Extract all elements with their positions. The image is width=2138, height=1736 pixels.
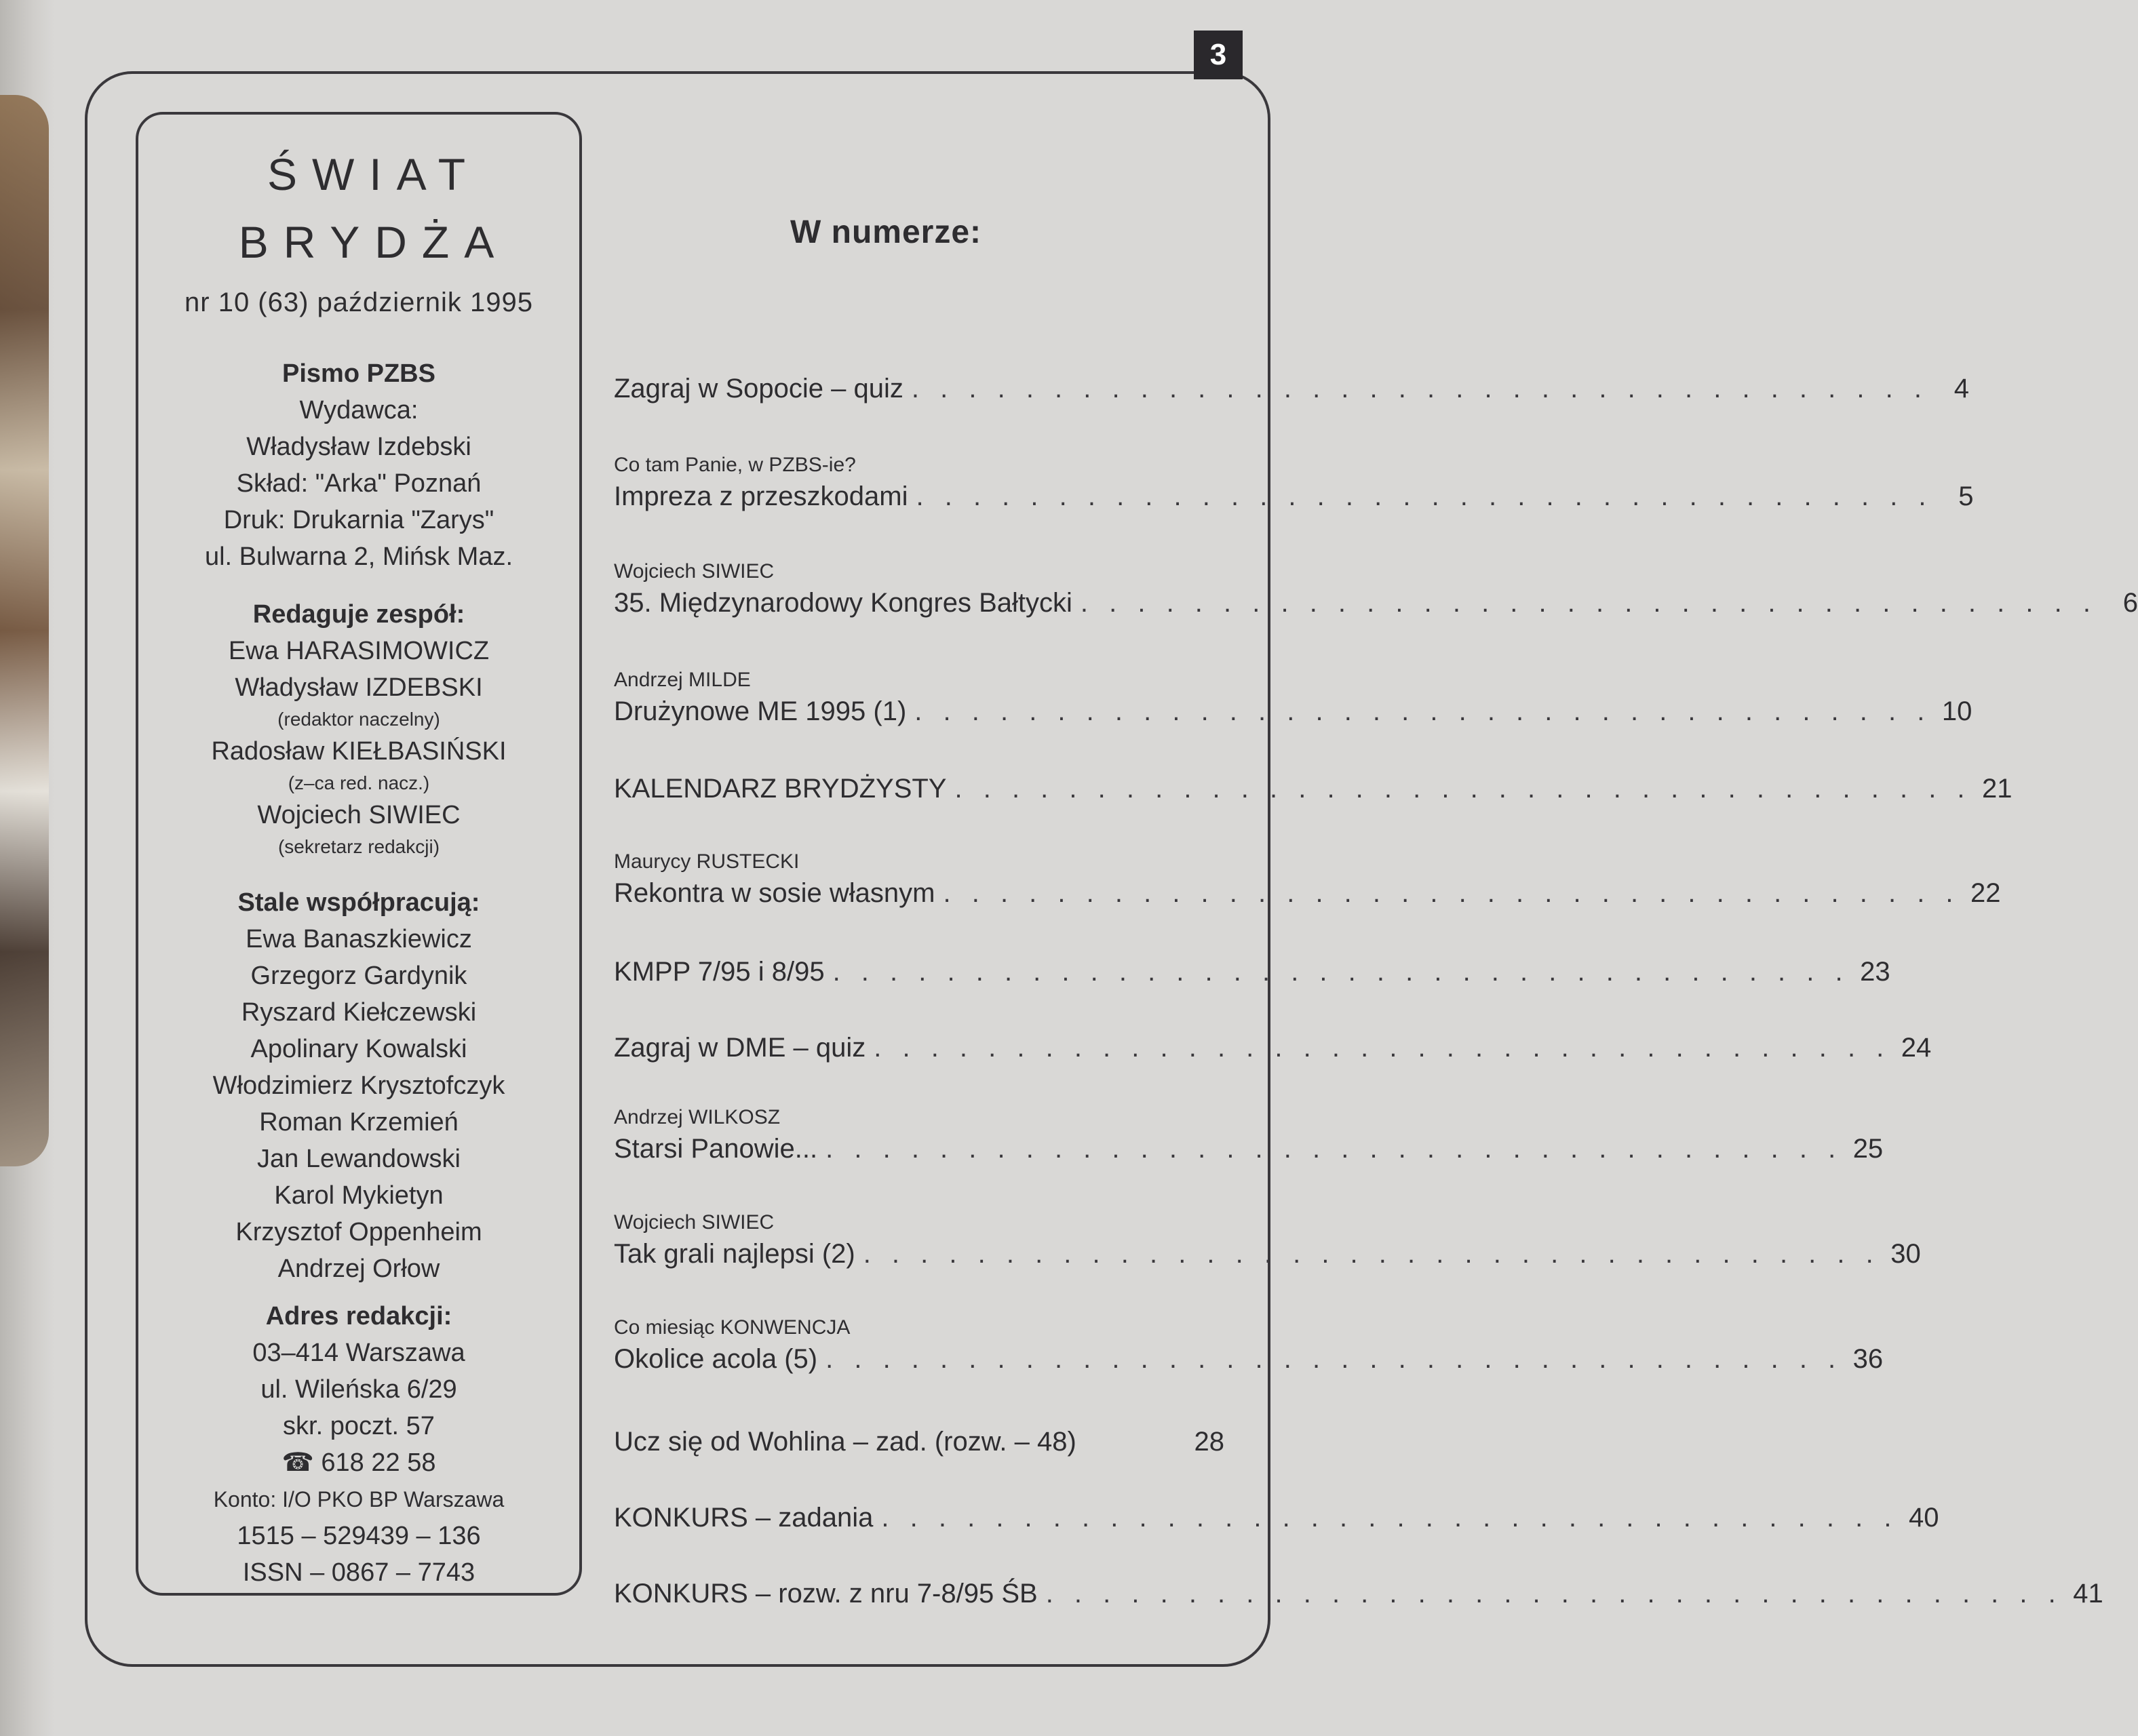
toc-leader-dots: . . . . . . . . . . . . . . . . . . . . . . . . . . . . . . . . . . . . xyxy=(954,774,1972,804)
toc-entry xyxy=(614,1210,1921,1273)
editor-role: (z–ca red. nacz.) xyxy=(288,772,430,793)
phone-line: ☎ 618 22 58 xyxy=(281,1448,436,1477)
address-line: 03–414 Warszawa xyxy=(252,1339,465,1367)
toc-title: Rekontra w sosie własnym xyxy=(614,878,935,908)
publisher-line: Wydawca: xyxy=(299,396,419,425)
address-label: Adres redakcji: xyxy=(265,1302,452,1330)
toc-entry xyxy=(614,668,1972,730)
toc-page: 21 xyxy=(1982,774,2013,804)
toc-leader-dots: . . . . . . . . . . . . . . . . . . . . . . . . . . . . . . . . . . . . xyxy=(911,374,1928,403)
toc-page: 22 xyxy=(1970,878,2001,908)
contributors-block xyxy=(138,884,579,1287)
editor-name: Radosław KIEŁBASIŃSKI xyxy=(211,737,507,766)
toc-title: Impreza z przeszkodami xyxy=(614,481,908,511)
toc-page: 30 xyxy=(1890,1239,1921,1269)
editor-name: Władysław IZDEBSKI xyxy=(235,673,483,702)
toc-title: 35. Międzynarodowy Kongres Bałtycki xyxy=(614,588,1072,618)
toc-leader-dots: . . . . . . . . . . . . . . . . . . . . . . . . . . . . . . . . . . . . xyxy=(914,696,1932,726)
contributor-name: Andrzej Orłow xyxy=(277,1255,440,1283)
toc-author: Co miesiąc KONWENCJA xyxy=(614,1316,851,1339)
toc-title: KALENDARZ BRYDŻYSTY xyxy=(614,774,947,804)
toc-title: Okolice acola (5) xyxy=(614,1344,818,1374)
masthead-box xyxy=(136,112,582,1596)
toc-title: Zagraj w Sopocie – quiz xyxy=(614,374,903,403)
toc-author: Wojciech SIWIEC xyxy=(614,1211,775,1234)
contributors-label: Stale współpracują: xyxy=(237,888,480,917)
toc-leader-dots: . . . . . . . . . . . . . . . . . . . . . . . . . . . . . . . . . . . . xyxy=(874,1033,1891,1063)
editor-name: Ewa HARASIMOWICZ xyxy=(228,637,490,665)
toc-leader-dots: . . . . . . . . . . . . . . . . . . . . . . . . . . . . . . . . . . . . xyxy=(1080,588,2097,618)
bank-account-label: Konto: I/O PKO BP Warszawa xyxy=(213,1487,505,1512)
toc-heading: W numerze: xyxy=(790,214,982,250)
toc-entry xyxy=(614,1575,2103,1613)
publisher-line: ul. Bulwarna 2, Mińsk Maz. xyxy=(204,542,513,571)
toc-entry xyxy=(614,1316,1884,1378)
toc-leader-dots: . . . . . . . . . . . . . . . . . . . . . . . . . . . . . . . . . . . . xyxy=(943,878,1960,908)
editor-name: Wojciech SIWIEC xyxy=(257,801,461,829)
toc-entry xyxy=(614,370,1969,408)
toc-leader-dots: . . . . . . . . . . . . . . . . . . . . . . . . . . . . . . . . . . . . xyxy=(832,957,1850,987)
publisher-line: Druk: Drukarnia "Zarys" xyxy=(223,506,494,534)
toc-entry xyxy=(614,850,2001,912)
toc-leader-dots: . . . . . . . . . . . . . . . . . . . . . . . . . . . . . . . . . . . . xyxy=(825,1344,1843,1374)
contributor-name: Jan Lewandowski xyxy=(257,1145,461,1173)
adjacent-page-photo xyxy=(0,95,49,1166)
toc-entry xyxy=(614,559,2138,622)
toc-title: KMPP 7/95 i 8/95 xyxy=(614,957,825,987)
toc-page: 5 xyxy=(1958,481,1974,511)
toc-page: 28 xyxy=(1194,1427,1224,1457)
toc-leader-dots: . . . . . . . . . . . . . . . . . . . . . . . . . . . . . . . . . . . . xyxy=(825,1134,1843,1164)
toc-title: Tak grali najlepsi (2) xyxy=(614,1239,855,1269)
toc-entry xyxy=(614,1499,1939,1537)
toc-leader-dots: . . . . . . . . . . . . . . . . . . . . . . . . . . . . . . . . . . . . xyxy=(1045,1579,2063,1609)
magazine-title-line1: ŚWIAT xyxy=(267,149,481,199)
toc-entry xyxy=(614,453,1974,515)
contributor-name: Roman Krzemień xyxy=(259,1108,459,1137)
toc-entry xyxy=(614,770,2013,808)
editor-role: (sekretarz redakcji) xyxy=(277,836,440,857)
bank-account-number: 1515 – 529439 – 136 xyxy=(237,1522,481,1550)
toc-page: 6 xyxy=(2122,588,2138,618)
issn: ISSN – 0867 – 7743 xyxy=(242,1558,475,1587)
address-block xyxy=(138,1298,579,1591)
contributor-name: Grzegorz Gardynik xyxy=(250,962,467,990)
toc-page: 25 xyxy=(1852,1134,1884,1164)
publisher-block xyxy=(138,355,579,575)
contributor-name: Ryszard Kiełczewski xyxy=(241,998,477,1027)
address-line: ul. Wileńska 6/29 xyxy=(260,1375,457,1404)
toc-title: Drużynowe ME 1995 (1) xyxy=(614,696,907,726)
publisher-line: Władysław Izdebski xyxy=(246,433,471,461)
contributor-name: Krzysztof Oppenheim xyxy=(235,1218,482,1246)
toc-author: Andrzej WILKOSZ xyxy=(614,1106,781,1128)
toc-leader-dots: . . . . . . . . . . . . . . . . . . . . . . . . . . . . . . . . . . . . xyxy=(916,481,1933,511)
toc-page: 24 xyxy=(1901,1033,1932,1063)
toc-title: Zagraj w DME – quiz xyxy=(614,1033,866,1063)
toc-title: Starsi Panowie... xyxy=(614,1134,818,1164)
toc-leader-dots: . . . . . . . . . . . . . . . . . . . . . . . . . . . . . . . . . . . . xyxy=(881,1503,1899,1533)
contributor-name: Apolinary Kowalski xyxy=(250,1035,467,1063)
toc-author: Maurycy RUSTECKI xyxy=(614,850,800,873)
contributor-name: Ewa Banaszkiewicz xyxy=(246,925,472,953)
editors-label: Redaguje zespół: xyxy=(252,600,465,629)
editor-role: (redaktor naczelny) xyxy=(277,709,440,730)
publisher-line: Skład: "Arka" Poznań xyxy=(236,469,482,498)
toc-entry xyxy=(614,953,1890,991)
issue-info: nr 10 (63) październik 1995 xyxy=(184,288,533,317)
toc-author: Co tam Panie, w PZBS-ie? xyxy=(614,454,856,476)
toc-page: 23 xyxy=(1860,957,1890,987)
magazine-title-line2: BRYDŻA xyxy=(238,217,509,267)
toc-title: KONKURS – zadania xyxy=(614,1503,874,1533)
contributor-name: Karol Mykietyn xyxy=(274,1181,444,1210)
toc-author: Wojciech SIWIEC xyxy=(614,560,775,583)
page-number-badge: 3 xyxy=(1194,31,1243,79)
toc-page: 4 xyxy=(1954,374,1969,403)
publisher-label: Pismo PZBS xyxy=(282,359,435,388)
toc-author: Andrzej MILDE xyxy=(614,669,751,691)
editors-block xyxy=(138,596,579,861)
contributor-name: Włodzimierz Krysztofczyk xyxy=(212,1071,505,1100)
toc-title: KONKURS – rozw. z nru 7-8/95 ŚB xyxy=(614,1579,1038,1609)
toc-page: 10 xyxy=(1941,696,1972,726)
toc-page: 40 xyxy=(1908,1503,1939,1533)
toc-page: 36 xyxy=(1852,1344,1884,1374)
toc-entry xyxy=(614,1105,1884,1168)
toc-leader-dots: . . . . . . . . . . . . . . . . . . . . . . . . . . . . . . . . . . . . xyxy=(863,1239,1880,1269)
toc-entry xyxy=(614,1029,1932,1067)
toc-title: Ucz się od Wohlina – zad. (rozw. – 48) xyxy=(614,1427,1076,1457)
toc-entry xyxy=(614,1423,1224,1461)
toc-page: 41 xyxy=(2073,1579,2103,1609)
address-line: skr. poczt. 57 xyxy=(283,1412,435,1440)
